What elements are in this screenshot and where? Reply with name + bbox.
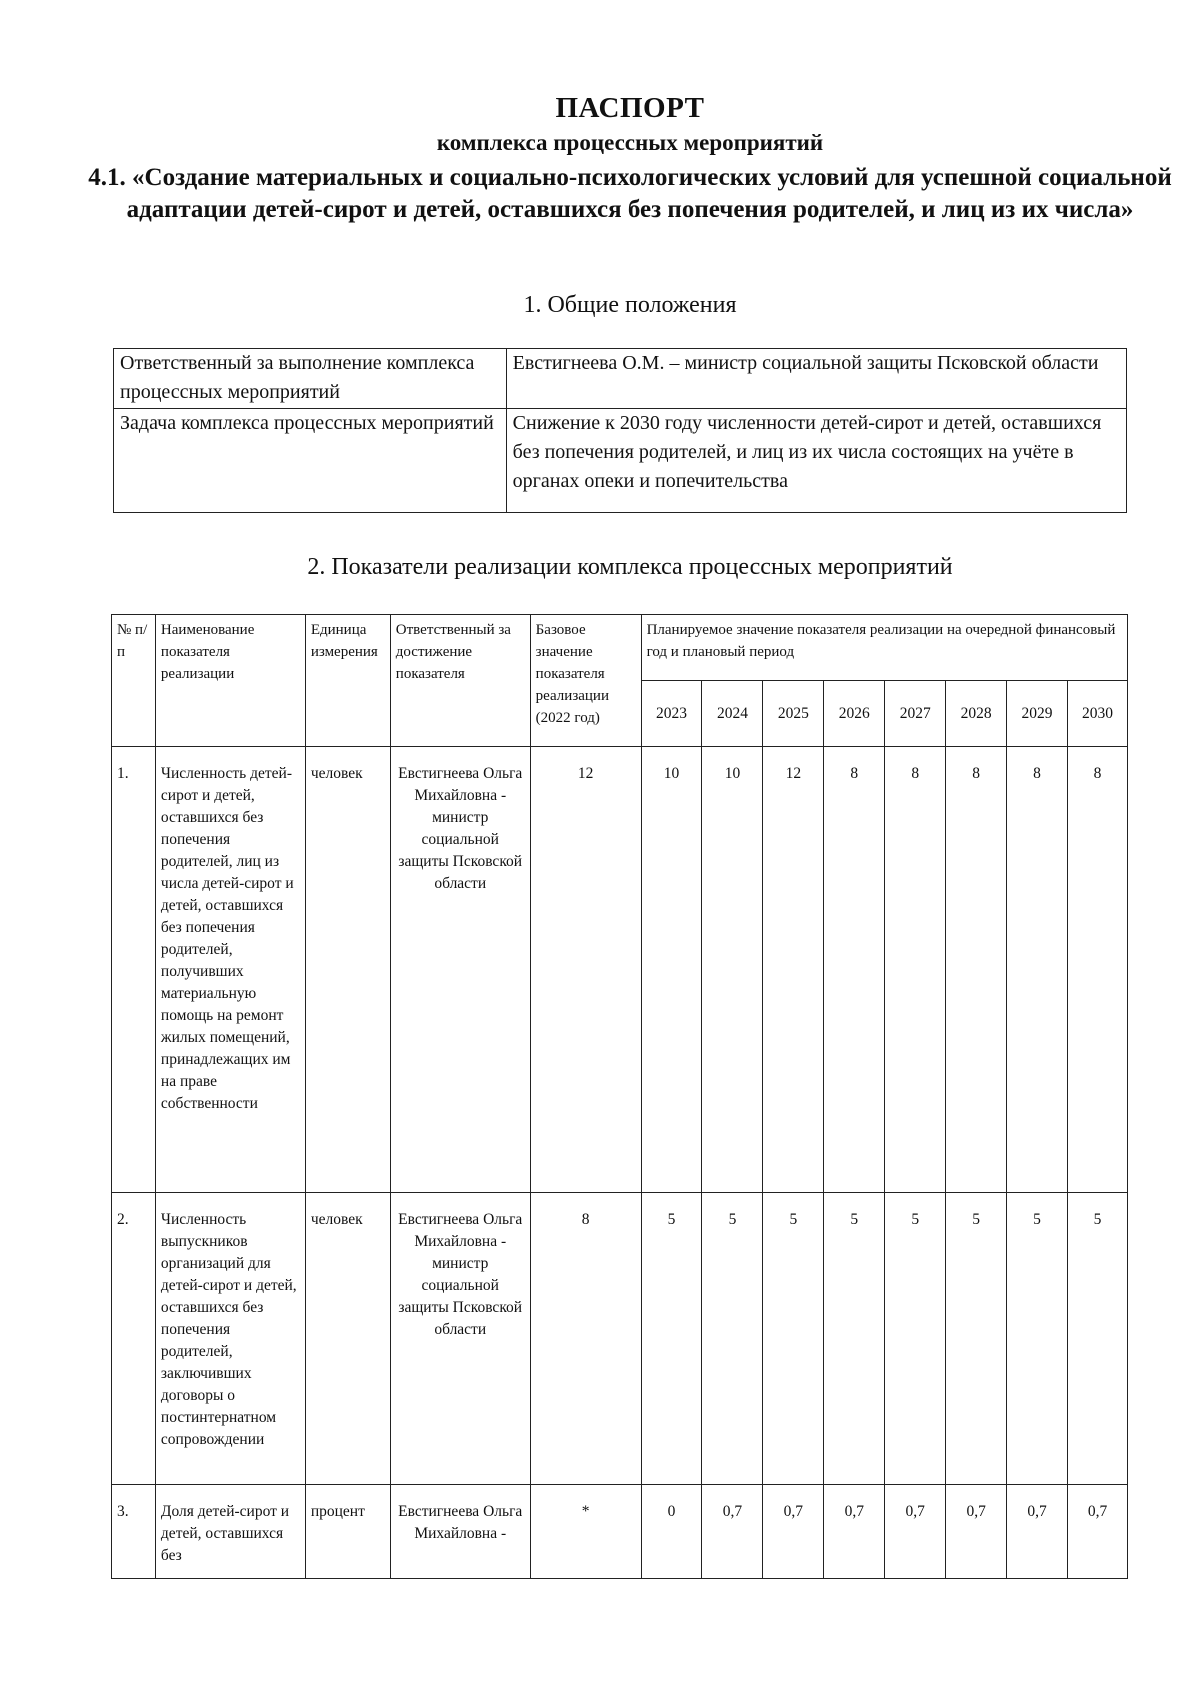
table-row xyxy=(112,1193,1128,1485)
row-base: 8 xyxy=(530,1193,641,1485)
row-responsible: Евстигнеева Ольга Михайловна - министр социальной защиты Псковской области xyxy=(390,1193,530,1485)
row-value: 0,7 xyxy=(763,1485,824,1579)
indicators-table xyxy=(111,614,1128,1579)
complex-name: 4.1. «Создание материальных и социально-психологических условий для успешной социальной адаптации детей-сирот и детей, оставшихся без попечения родителей, и лиц из их числа» xyxy=(88,164,1172,223)
row-value: 5 xyxy=(824,1193,885,1485)
row-unit: человек xyxy=(305,747,390,1193)
row-value: 8 xyxy=(1068,747,1128,1193)
header-num: № п/п xyxy=(112,615,156,747)
row-unit: процент xyxy=(305,1485,390,1579)
doc-subtitle: комплекса процессных мероприятий xyxy=(436,130,824,155)
row-num: 1. xyxy=(112,747,156,1193)
row-value: 8 xyxy=(885,747,946,1193)
general-row-task xyxy=(114,409,1127,513)
row-value: 0,7 xyxy=(702,1485,763,1579)
year-header: 2023 xyxy=(641,681,702,747)
row-value: 5 xyxy=(641,1193,702,1485)
year-header: 2027 xyxy=(885,681,946,747)
row-responsible: Евстигнеева Ольга Михайловна - министр социальной защиты Псковской области xyxy=(390,747,530,1193)
header-responsible: Ответственный за достижение показателя xyxy=(390,615,530,747)
general-row-responsible xyxy=(114,349,1127,409)
general-provisions-table xyxy=(113,348,1127,513)
year-header: 2029 xyxy=(1007,681,1068,747)
row-num: 2. xyxy=(112,1193,156,1485)
header-planned: Планируемое значение показателя реализации на очередной финансовый год и плановый период xyxy=(641,615,1127,681)
general-label: Ответственный за выполнение комплекса процессных мероприятий xyxy=(114,349,507,409)
header-row xyxy=(112,615,1128,681)
header-name: Наименование показателя реализации xyxy=(155,615,305,747)
row-base: 12 xyxy=(530,747,641,1193)
row-name: Численность детей-сирот и детей, оставшихся без попечения родителей, лиц из числа детей-сирот и детей, оставшихся без попечения родителей, получивших материальную помощь на ремонт жилых помещений, принадлежащих им на праве собственности xyxy=(155,747,305,1193)
year-header: 2028 xyxy=(946,681,1007,747)
row-value: 5 xyxy=(702,1193,763,1485)
row-value: 0,7 xyxy=(1068,1485,1128,1579)
doc-title: ПАСПОРТ xyxy=(555,92,705,124)
row-value: 0,7 xyxy=(824,1485,885,1579)
header-base: Базовое значение показателя реализации (2022 год) xyxy=(530,615,641,747)
row-name: Доля детей-сирот и детей, оставшихся без xyxy=(155,1485,305,1579)
year-header: 2030 xyxy=(1068,681,1128,747)
row-num: 3. xyxy=(112,1485,156,1579)
row-base: * xyxy=(530,1485,641,1579)
row-value: 5 xyxy=(885,1193,946,1485)
year-header: 2026 xyxy=(824,681,885,747)
year-header: 2025 xyxy=(763,681,824,747)
row-value: 8 xyxy=(1007,747,1068,1193)
row-value: 5 xyxy=(1007,1193,1068,1485)
row-value: 5 xyxy=(946,1193,1007,1485)
row-value: 8 xyxy=(824,747,885,1193)
header-unit: Единица измерения xyxy=(305,615,390,747)
row-value: 8 xyxy=(946,747,1007,1193)
row-value: 0,7 xyxy=(1007,1485,1068,1579)
general-label: Задача комплекса процессных мероприятий xyxy=(114,409,507,513)
row-value: 5 xyxy=(1068,1193,1128,1485)
general-value: Снижение к 2030 году численности детей-сирот и детей, оставшихся без попечения родителей, и лиц из их числа состоящих на учёте в органах опеки и попечительства xyxy=(506,409,1126,513)
row-value: 10 xyxy=(641,747,702,1193)
row-name: Численность выпускников организаций для детей-сирот и детей, оставшихся без попечения родителей, заключивших договоры о постинтернатном сопровождении xyxy=(155,1193,305,1485)
row-responsible: Евстигнеева Ольга Михайловна - xyxy=(390,1485,530,1579)
table-row xyxy=(112,747,1128,1193)
row-value: 0,7 xyxy=(946,1485,1007,1579)
general-value: Евстигнеева О.М. – министр социальной защиты Псковской области xyxy=(506,349,1126,409)
row-value: 12 xyxy=(763,747,824,1193)
section-1-title: 1. Общие положения xyxy=(523,292,737,318)
row-value: 5 xyxy=(763,1193,824,1485)
row-value: 0,7 xyxy=(885,1485,946,1579)
row-unit: человек xyxy=(305,1193,390,1485)
table-row xyxy=(112,1485,1128,1579)
year-header: 2024 xyxy=(702,681,763,747)
row-value: 0 xyxy=(641,1485,702,1579)
section-2-title: 2. Показатели реализации комплекса процессных мероприятий xyxy=(307,554,953,580)
row-value: 10 xyxy=(702,747,763,1193)
